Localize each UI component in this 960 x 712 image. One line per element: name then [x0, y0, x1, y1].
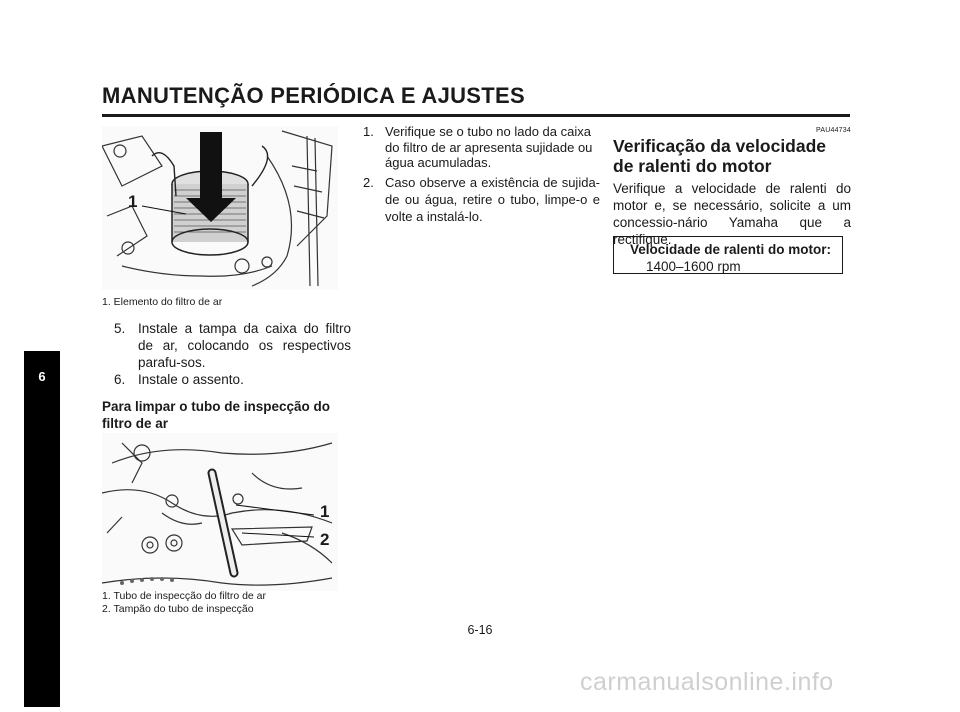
- section-code: PAU44734: [816, 127, 851, 134]
- step-6: [114, 371, 351, 388]
- idle-speed-value: 1400–1600 rpm: [646, 259, 741, 274]
- step-6-number: 6.: [114, 372, 126, 387]
- idle-speed-label: Velocidade de ralenti do motor:: [630, 242, 832, 257]
- step-5: [114, 320, 351, 371]
- inspection-tube-illustration: [102, 433, 338, 591]
- watermark: carmanualsonline.info: [580, 668, 834, 696]
- page-title: MANUTENÇÃO PERIÓDICA E AJUSTES: [102, 83, 525, 108]
- step-5-number: 5.: [114, 321, 126, 336]
- page-number: 6-16: [467, 623, 493, 637]
- idle-speed-box: [613, 236, 843, 274]
- figure2-caption-1: 1. Tubo de inspecção do filtro de ar: [102, 590, 267, 602]
- section-title: Verificação da velocidade de ralenti do motor: [613, 136, 827, 176]
- step-2-number: 2.: [363, 174, 374, 190]
- step-5-text: Instale a tampa da caixa do filtro de ar, colocando os respectivos parafu-sos.: [138, 321, 351, 370]
- figure1-caption: 1. Elemento do filtro de ar: [102, 296, 223, 308]
- step-2-text: Caso observe a existência de sujida-de ou água, retire o tubo, limpe-o e volte a instalá-lo.: [385, 174, 600, 224]
- step-1-number: 1.: [363, 124, 374, 139]
- step-1: [363, 124, 600, 171]
- figure2-callout-2: 2: [320, 530, 330, 549]
- figure1-callout: 1: [128, 192, 138, 211]
- chapter-tab-label: 6: [38, 369, 46, 384]
- step-2: [363, 174, 600, 225]
- subheading-inspection-tube: Para limpar o tubo de inspecção do filtro de ar: [102, 399, 331, 431]
- title-rule: [102, 114, 850, 117]
- section-body: Verifique a velocidade de ralenti do motor e, se necessário, solicite a um concessio-nário Yamaha que a rectifique.: [613, 181, 851, 247]
- chapter-tab[interactable]: [24, 351, 60, 707]
- step-6-text: Instale o assento.: [138, 372, 244, 387]
- figure2-callout-1: 1: [320, 502, 330, 521]
- left-steps: [114, 320, 351, 388]
- figure2-caption-2: 2. Tampão do tubo de inspecção: [102, 603, 254, 615]
- middle-steps: [363, 124, 600, 225]
- step-1-text: Verifique se o tubo no lado da caixa do filtro de ar apresenta sujidade ou água acumuladas.: [385, 124, 593, 170]
